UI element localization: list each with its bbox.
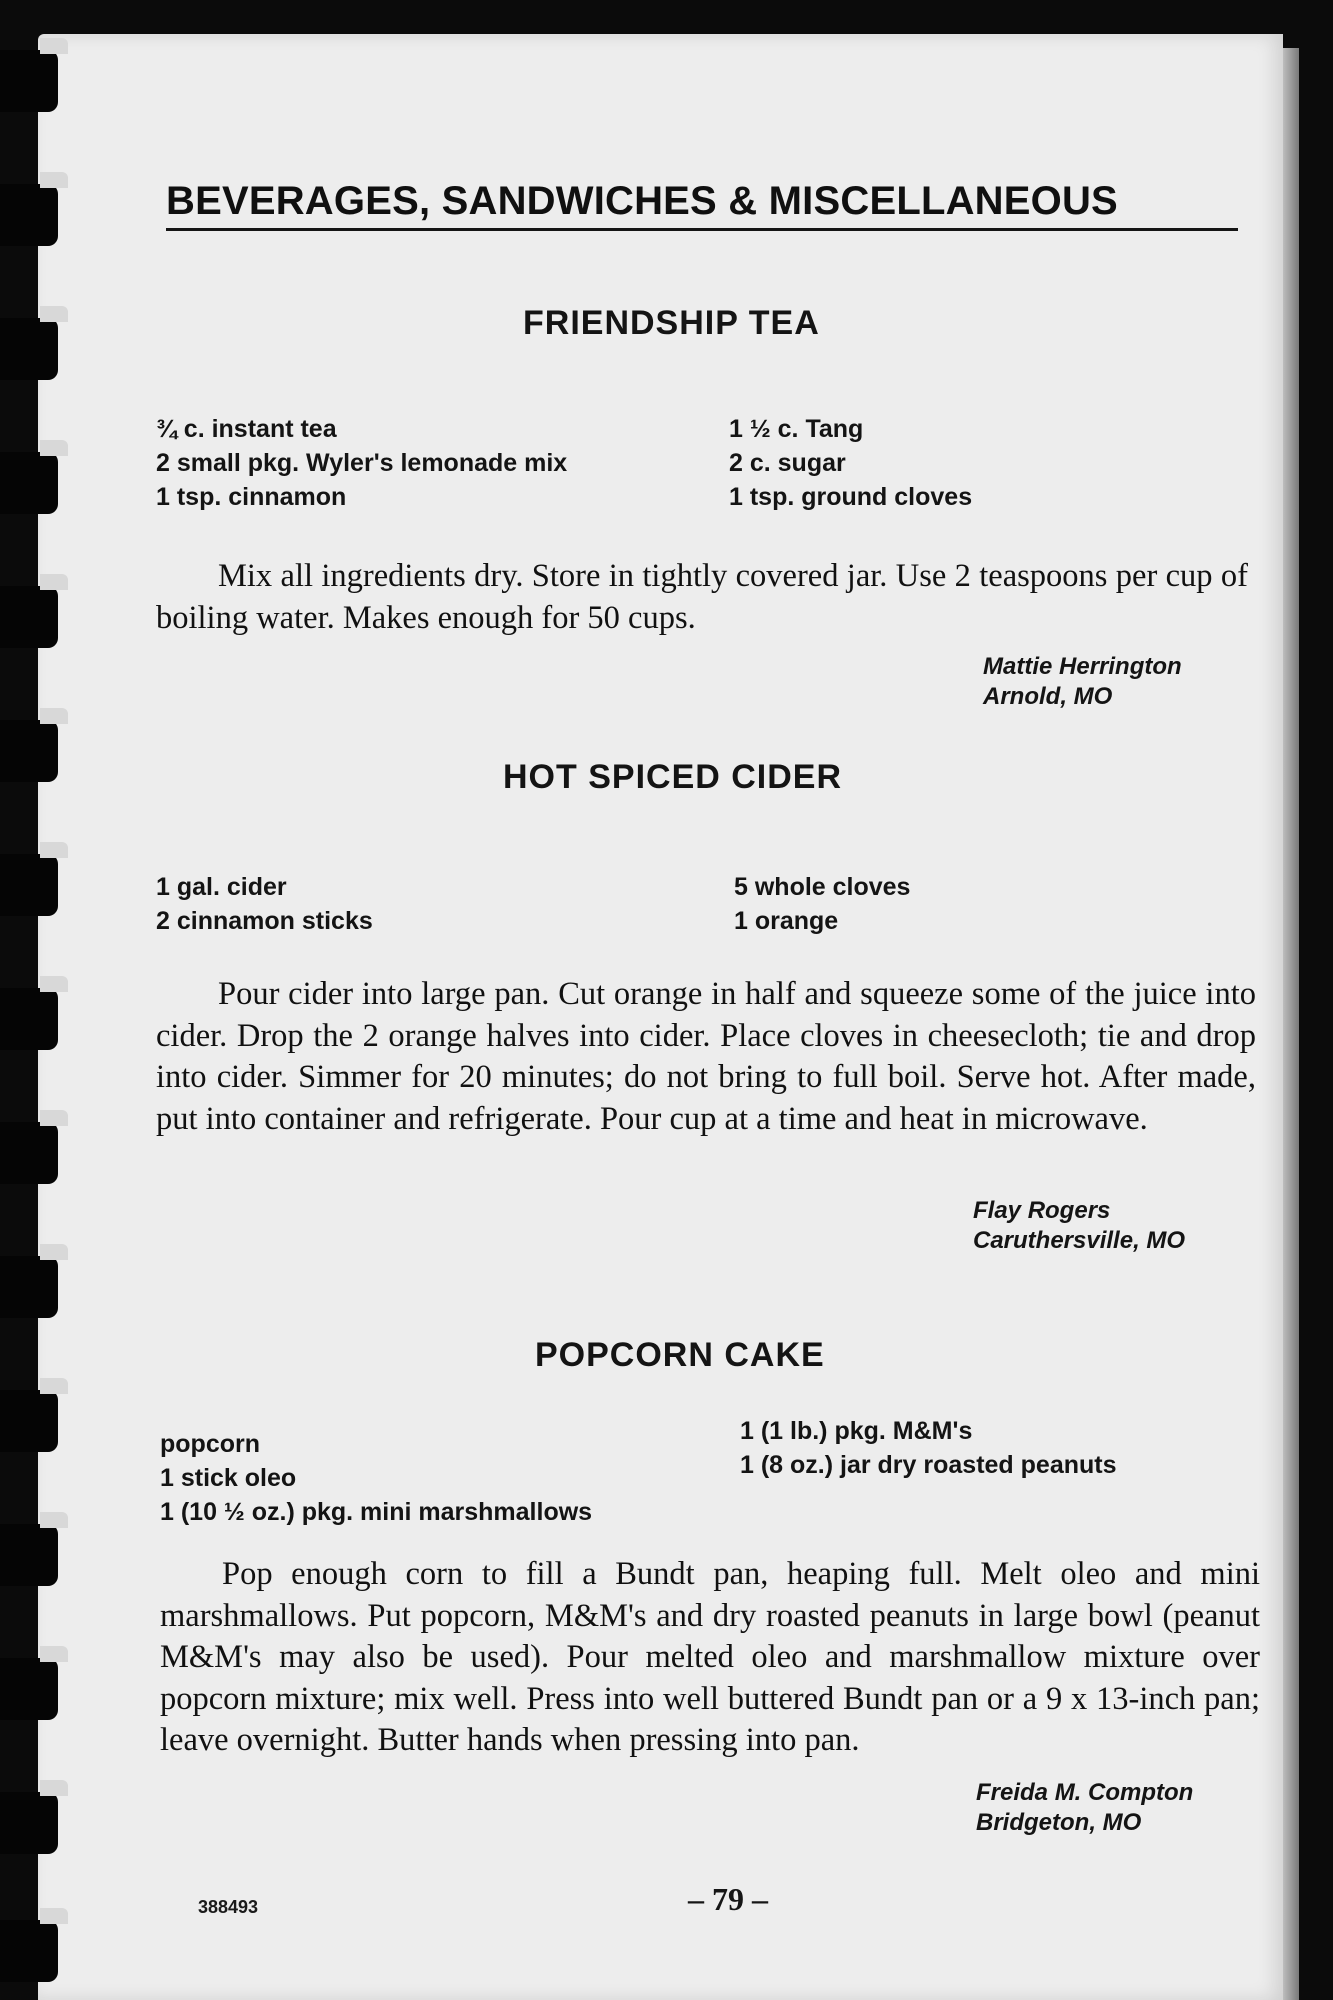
ingredients-left-popcorn-cake bbox=[160, 1427, 592, 1529]
recipe-location: Caruthersville, MO bbox=[973, 1227, 1186, 1254]
ingredient: 1 stick oleo bbox=[160, 1464, 297, 1492]
binding-ring bbox=[0, 184, 62, 246]
credit-friendship-tea bbox=[983, 652, 1182, 712]
ingredient: 2 c. sugar bbox=[729, 449, 846, 477]
section-header: BEVERAGES, SANDWICHES & MISCELLANEOUS bbox=[166, 179, 1118, 223]
page-content bbox=[38, 34, 1283, 2000]
ingredient: 5 whole cloves bbox=[734, 873, 911, 901]
cookbook-page bbox=[38, 34, 1283, 2000]
ingredient: 2 small pkg. Wyler's lemonade mix bbox=[156, 449, 568, 477]
recipe-title-popcorn-cake: POPCORN CAKE bbox=[535, 1336, 825, 1374]
binding-ring bbox=[0, 452, 62, 514]
header-underline bbox=[166, 228, 1238, 231]
recipe-author: Flay Rogers bbox=[973, 1197, 1111, 1224]
recipe-title-friendship-tea: FRIENDSHIP TEA bbox=[523, 304, 820, 342]
ingredients-left-friendship-tea bbox=[156, 412, 567, 514]
catalog-number: 388493 bbox=[198, 1897, 259, 1917]
directions-text: Pop enough corn to fill a Bundt pan, heaping full. Melt oleo and mini marshmallows. Put popcorn, M&M's and dry roasted peanuts in large bowl (peanut M&M's may also be used). Pour melted oleo and marshmallow mixture over popcorn mixture; mix well. Press into well buttered Bundt pan or a 9 x 13-inch pan; leave overnight. Butter hands when pressing into pan. bbox=[160, 1556, 1260, 1758]
ingredient: 1 (10 ½ oz.) pkg. mini marshmallows bbox=[160, 1498, 593, 1526]
ingredient: 1 gal. cider bbox=[156, 873, 287, 901]
ingredient: popcorn bbox=[160, 1430, 260, 1458]
recipe-location: Arnold, MO bbox=[983, 683, 1113, 710]
page-edge bbox=[1283, 48, 1299, 2000]
binding-ring bbox=[0, 586, 62, 648]
page-number: – 79 – bbox=[688, 1881, 768, 1917]
directions-hot-spiced-cider bbox=[156, 974, 1256, 1140]
recipe-title-hot-spiced-cider: HOT SPICED CIDER bbox=[503, 758, 843, 796]
directions-text: Pour cider into large pan. Cut orange in half and squeeze some of the juice into cider. Drop the 2 orange halves into cider. Place cloves in cheesecloth; tie and drop into cider. Simmer for 20 minutes; do not bring to full boil. Serve hot. After made, put into container and refrigerate. Pour cup at a time and heat in microwave. bbox=[156, 976, 1256, 1137]
binding-ring bbox=[0, 854, 62, 916]
ingredient: 1 tsp. cinnamon bbox=[156, 483, 347, 511]
spiral-binding bbox=[0, 40, 70, 2000]
directions-popcorn-cake bbox=[160, 1554, 1260, 1762]
directions-friendship-tea bbox=[156, 556, 1248, 639]
ingredient: 1 (8 oz.) jar dry roasted peanuts bbox=[740, 1451, 1117, 1479]
binding-ring bbox=[0, 1256, 62, 1318]
binding-ring bbox=[0, 1658, 62, 1720]
recipe-author: Freida M. Compton bbox=[976, 1779, 1194, 1806]
binding-ring bbox=[0, 1390, 62, 1452]
ingredient: 1 ½ c. Tang bbox=[729, 415, 864, 443]
binding-ring bbox=[0, 720, 62, 782]
ingredient: 1 tsp. ground cloves bbox=[729, 483, 973, 511]
directions-text: Mix all ingredients dry. Store in tightly covered jar. Use 2 teaspoons per cup of boiling water. Makes enough for 50 cups. bbox=[156, 558, 1248, 636]
binding-ring bbox=[0, 1524, 62, 1586]
ingredient: 1 orange bbox=[734, 907, 839, 935]
credit-hot-spiced-cider bbox=[973, 1196, 1185, 1256]
credit-popcorn-cake bbox=[976, 1778, 1193, 1838]
ingredient: ¾ c. instant tea bbox=[156, 415, 337, 443]
ingredients-right-hot-spiced-cider bbox=[734, 870, 910, 938]
ingredients-right-friendship-tea bbox=[729, 412, 972, 514]
ingredients-right-popcorn-cake bbox=[740, 1414, 1117, 1482]
recipe-location: Bridgeton, MO bbox=[976, 1809, 1142, 1836]
ingredients-left-hot-spiced-cider bbox=[156, 870, 373, 938]
ingredient: 2 cinnamon sticks bbox=[156, 907, 373, 935]
binding-ring bbox=[0, 50, 62, 112]
binding-ring bbox=[0, 318, 62, 380]
ingredient: 1 (1 lb.) pkg. M&M's bbox=[740, 1417, 973, 1445]
binding-ring bbox=[0, 1122, 62, 1184]
binding-ring bbox=[0, 1792, 62, 1854]
binding-ring bbox=[0, 988, 62, 1050]
recipe-author: Mattie Herrington bbox=[983, 653, 1182, 680]
binding-ring bbox=[0, 1920, 62, 1982]
